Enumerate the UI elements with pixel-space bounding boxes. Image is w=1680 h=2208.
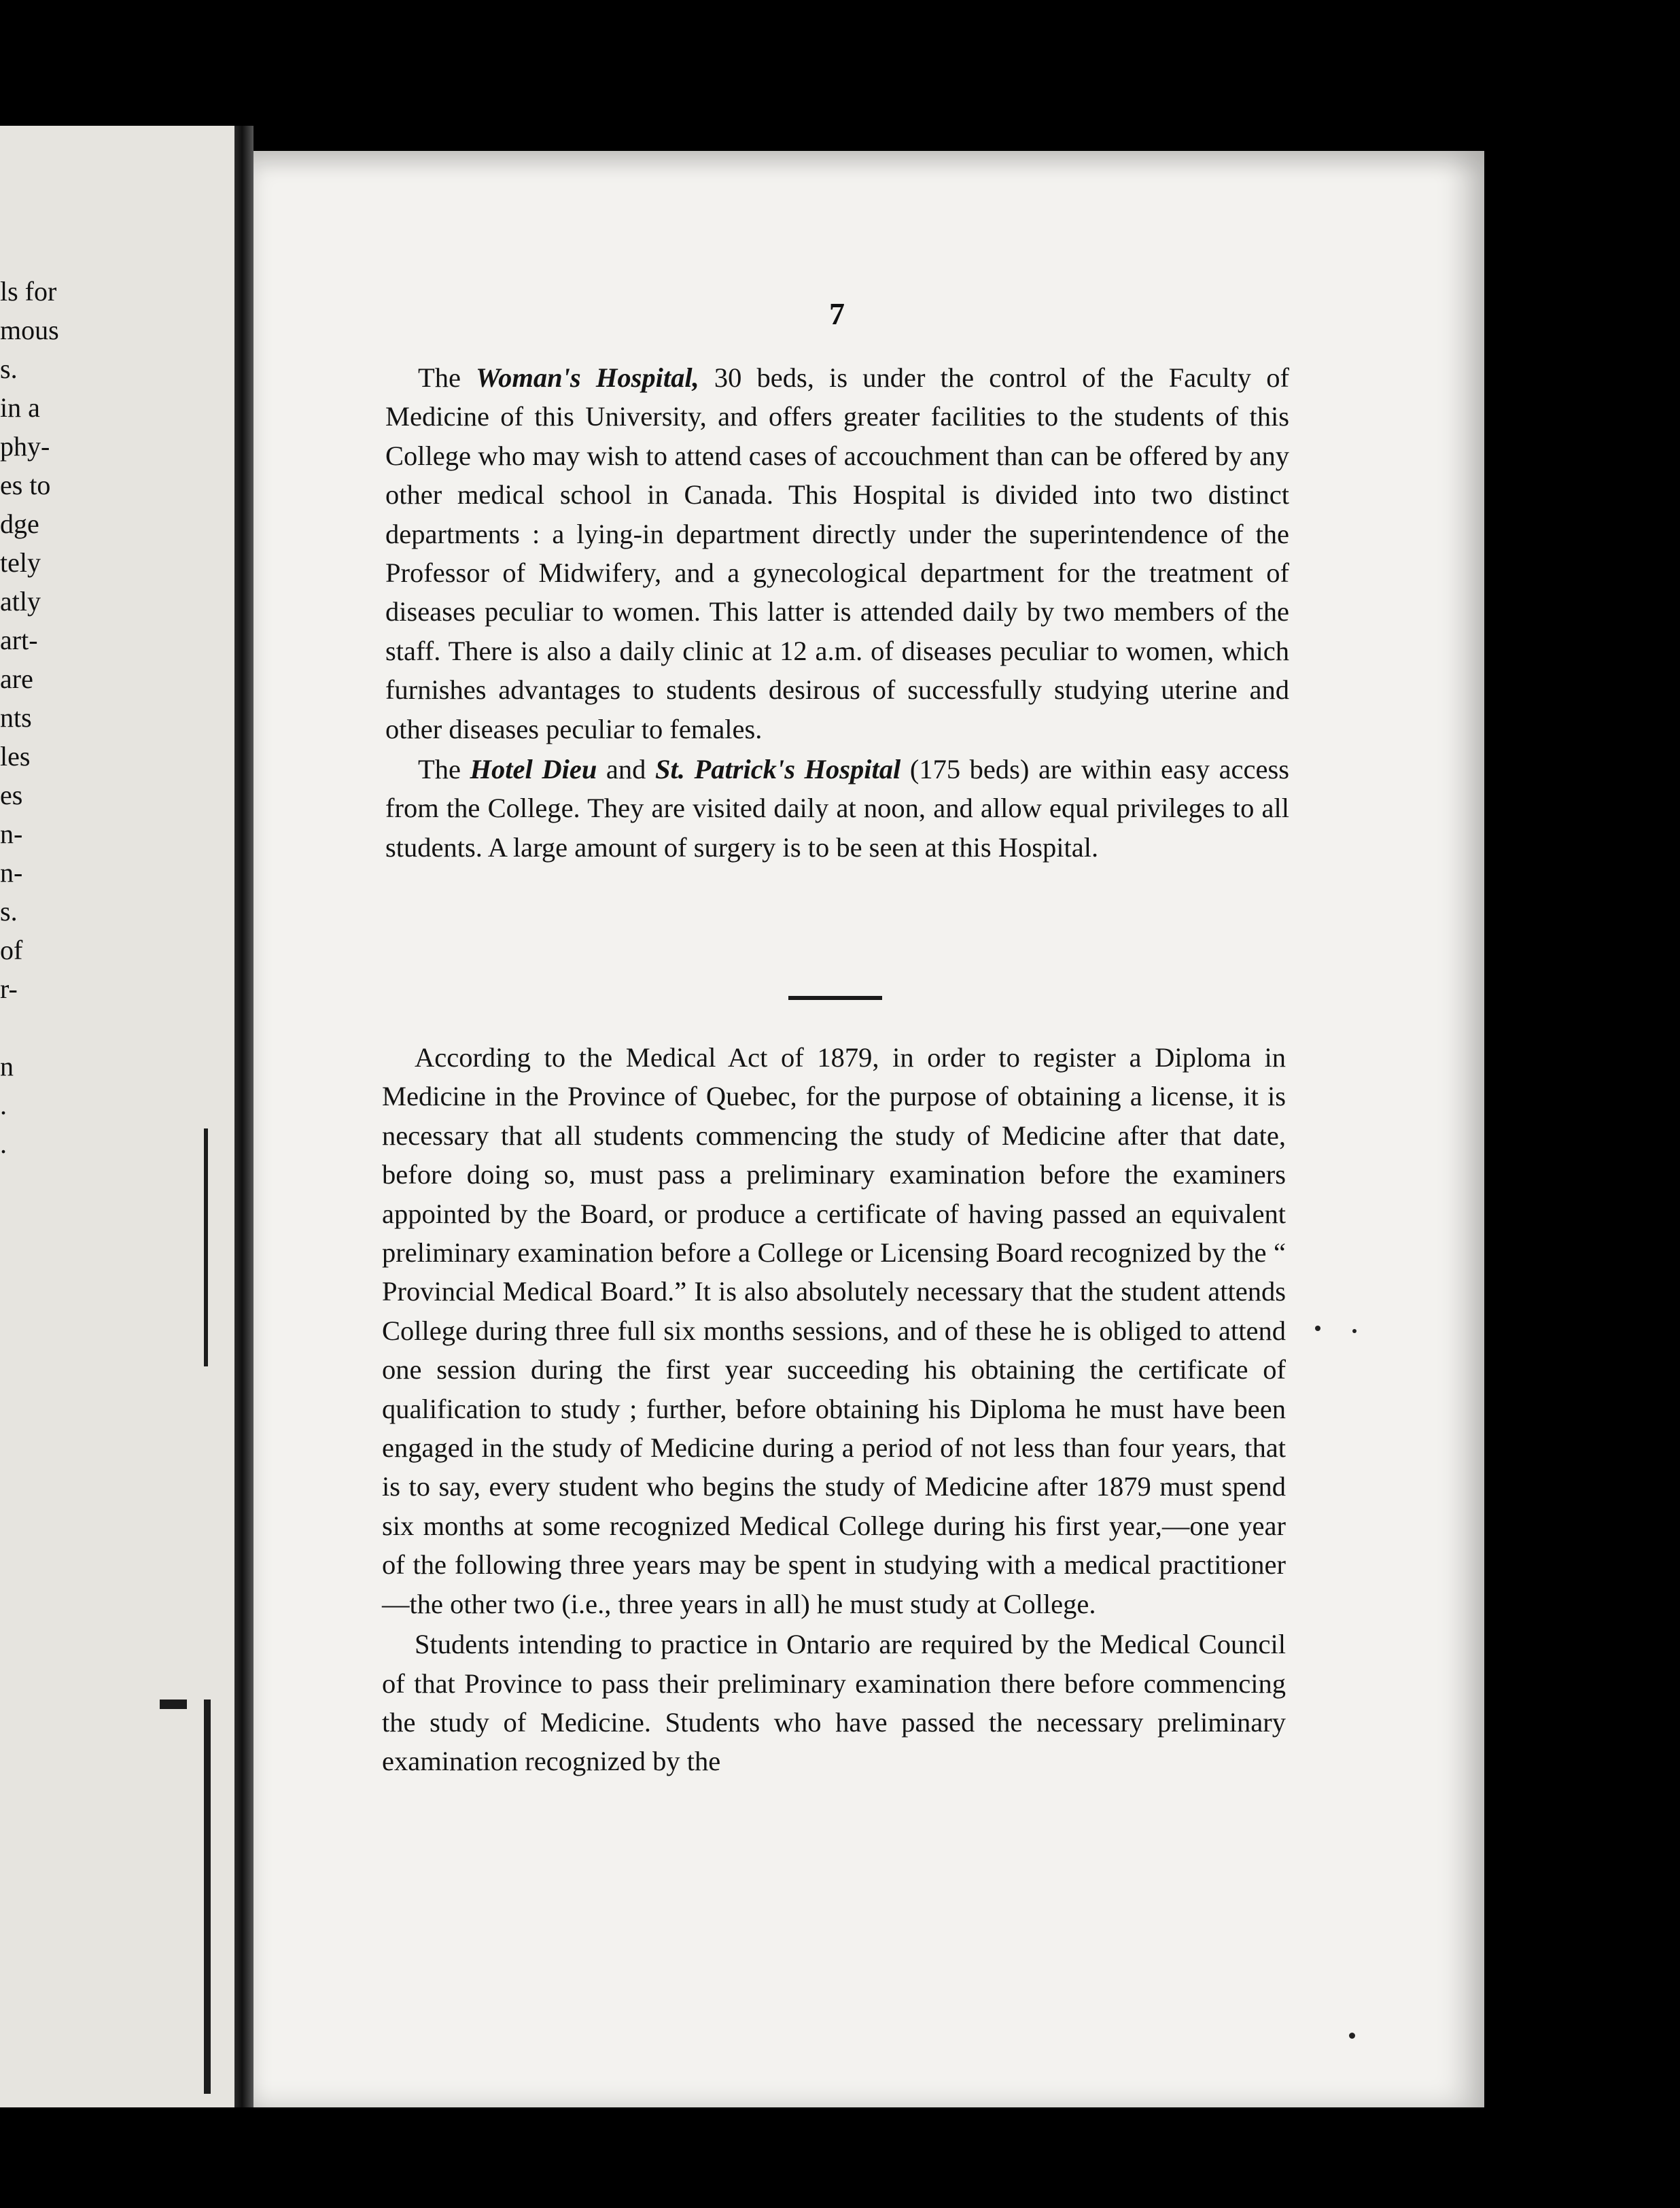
left-page-fragment: .: [0, 1090, 7, 1120]
left-page-fragment: atly: [0, 586, 41, 617]
paragraph-text: and: [597, 754, 655, 785]
left-page-fragment: phy-: [0, 431, 50, 462]
left-page-fragment: s.: [0, 353, 18, 384]
book-gutter: [234, 126, 253, 2107]
section-registration: [382, 1038, 1286, 1781]
paragraph-text: Students intending to practice in Ontario are required by the Medical Council of that Province to pass their preliminary examination there before commencing the study of Medicine. Students who have passed the necessary preliminary examination recognized by the: [382, 1629, 1286, 1777]
left-page-fragment: es to: [0, 470, 51, 500]
left-page-fragment: s.: [0, 896, 18, 927]
left-page-fragment: ls for: [0, 276, 57, 307]
left-page-fragment: mous: [0, 315, 59, 345]
paragraph-text: The: [418, 362, 476, 393]
left-page-fragment: in a: [0, 392, 40, 423]
left-page-fragment: .: [0, 1128, 7, 1159]
page-number: 7: [829, 296, 845, 331]
paragraph-hotel-dieu: [385, 750, 1289, 867]
left-page-fragment: les: [0, 741, 31, 772]
left-page-fragment: dge: [0, 508, 39, 539]
left-page-fragment: art-: [0, 625, 38, 655]
section-divider: [788, 996, 882, 1000]
left-page-fragment: nts: [0, 702, 32, 733]
left-page-fragment: n: [0, 1051, 14, 1082]
emphasized-name: Woman's Hospital,: [476, 362, 699, 393]
scan-speck: [1349, 2033, 1355, 2039]
scan-mark: [204, 1700, 211, 2094]
paragraph-text: The: [418, 754, 470, 785]
left-page-fragment: r-: [0, 973, 18, 1004]
left-page-fragment: tely: [0, 547, 41, 578]
left-facing-page: [0, 126, 234, 2107]
paragraph-text: According to the Medical Act of 1879, in order to register a Diploma in Medicine in the Province of Quebec, for the purpose of obtaining a license, it is necessary that all students commencing the study of Medicine after that date, before doing so, must pass a preliminary examination before the examiners appointed by the Board, or produce a certificate of having passed an equivalent preliminary examination before a College or Licensing Board recognized by the “ Provincial Medical Board.” It is also absolutely necessary that the student attends College during three full six months sessions, and of these he is obliged to attend one session during the first year succeeding his obtaining the certificate of qualification to study ; further, before obtaining his Diploma he must have been engaged in the study of Medicine during a period of not less than four years, that is to say, every student who begins the study of Medicine after 1879 must spend six months at some recognized Medical College during his first year,—one year of the following three years may be spent in studying with a medical practitioner—the other two (i.e., three years in all) he must study at College.: [382, 1042, 1286, 1619]
left-page-fragment: are: [0, 663, 33, 694]
emphasized-name: St. Patrick's Hospital: [654, 754, 901, 785]
left-page-fragment: of: [0, 935, 23, 965]
emphasized-name: Hotel Dieu: [470, 754, 597, 785]
scan-speck: [1352, 1329, 1357, 1333]
left-page-fragment: es: [0, 780, 23, 810]
paragraph-medical-act: [382, 1038, 1286, 1623]
left-page-fragment: n-: [0, 857, 23, 888]
left-page-fragment: n-: [0, 818, 23, 849]
section-hospitals: [385, 358, 1289, 867]
paragraph-text: (175 beds) are within easy access from the College. They are visited daily at noon, and allow equal privileges to all students. A large amount of surgery is to be seen at this Hospital.: [385, 754, 1290, 863]
paragraph-womans-hospital: [385, 358, 1289, 748]
scan-mark: [160, 1700, 187, 1709]
paragraph-text: 30 beds, is under the control of the Faculty of Medicine of this University, and offers greater facilities to the students of this College who may wish to attend cases of accouchment than can be offered by any other medical school in Canada. This Hospital is divided into two distinct departments : a lying-in department directly under the superintendence of the Professor of Midwifery, and a gynecological department for the treatment of diseases peculiar to women. This latter is attended daily by two members of the staff. There is also a daily clinic at 12 a.m. of diseases peculiar to women, which furnishes advantages to students desirous of successfully studying uterine and other diseases peculiar to females.: [385, 362, 1289, 744]
scan-mark: [204, 1128, 208, 1366]
scan-speck: [1315, 1326, 1320, 1331]
paragraph-ontario-students: [382, 1625, 1286, 1781]
